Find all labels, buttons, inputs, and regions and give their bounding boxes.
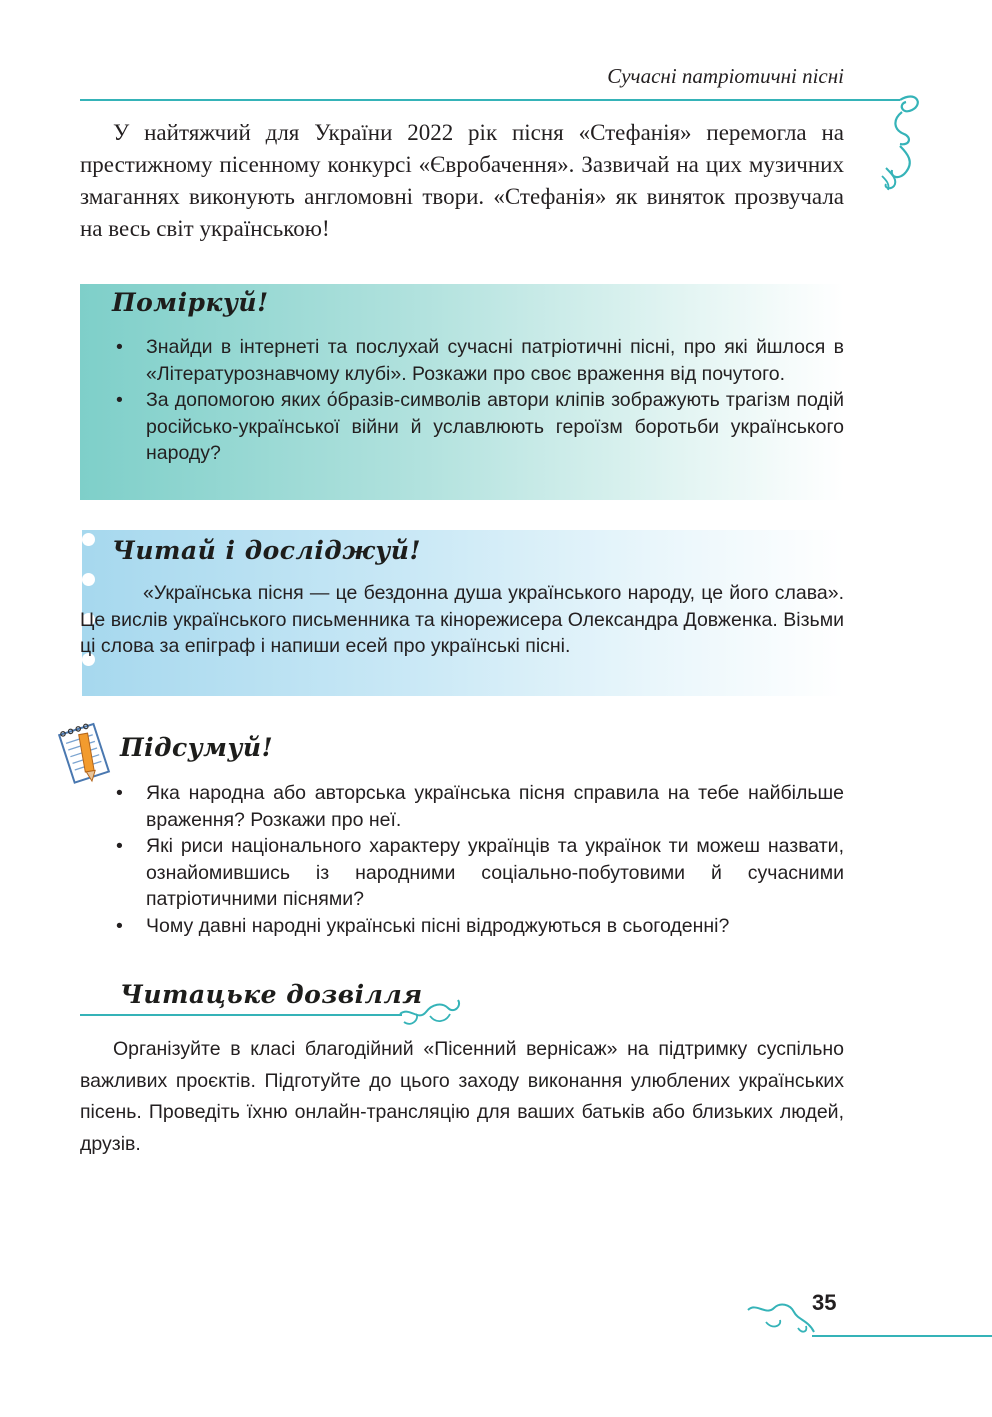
read-text: «Українська пісня — це бездонна душа українського народу, це його слава». Це вислів українського письменника та кінорежисера Олександра Довженка. Візьми ці слова за епіграф і напиши есей про українські пісні. — [80, 582, 844, 657]
list-item: • Які риси національного характеру українців та українок ти можеш назвати, ознайомившись із народними соціально-побутовими й сучасними патріотичними піснями? — [116, 835, 844, 910]
leisure-text: Організуйте в класі благодійний «Пісенний вернісаж» на підтримку суспільно важливих проєктів. Підготуйте до цього заходу виконання улюблених українських пісень. Проведіть їхню онлайн-трансляцію для ваших батьків або близьких людей, друзів. — [80, 1038, 844, 1155]
bullet-icon: • — [116, 336, 123, 358]
bullet-icon: • — [116, 389, 123, 411]
leisure-heading: Читацьке дозвілля — [120, 980, 423, 1009]
bullet-icon: • — [116, 914, 123, 937]
swirl-ornament-icon — [744, 1296, 820, 1340]
bullet-icon: • — [116, 782, 123, 804]
think-heading: Поміркуй! — [112, 288, 269, 317]
swirl-ornament-icon — [872, 90, 932, 200]
think-list — [80, 334, 844, 467]
list-item: • Яка народна або авторська українська пісня справила на тебе найбільше враження? Розкажи про неї. — [116, 782, 844, 831]
header-rule — [80, 99, 900, 101]
page-number: 35 — [812, 1290, 837, 1315]
list-item: • За допомогою яких о́бразів-символів автори кліпів зображують трагізм подій російсько-української війни й уславлюють героїзм боротьби українського народу? — [116, 389, 844, 464]
summary-heading: Підсумуй! — [120, 733, 274, 762]
summary-list — [80, 780, 844, 939]
notepad-pencil-icon — [56, 720, 114, 786]
read-heading: Читай і досліджуй! — [112, 536, 421, 565]
bullet-icon: • — [116, 835, 123, 857]
leisure-rule — [80, 1014, 402, 1016]
running-header: Сучасні патріотичні пісні — [607, 64, 844, 88]
list-item: • Чому давні народні українські пісні відроджуються в сьогоденні? — [80, 913, 844, 940]
binder-hole-icon — [82, 533, 95, 546]
intro-paragraph: У найтяжчий для України 2022 рік пісня «Стефанія» перемогла на престижному пісенному конкурсі «Євробачення». Зазвичай на цих музичних змаганнях виконують англомовні твори. «Стефанія» як виняток прозвучала на весь світ українською! — [80, 120, 844, 241]
swirl-ornament-icon — [396, 996, 468, 1032]
list-item: • Знайди в інтернеті та послухай сучасні патріотичні пісні, про які йшлося в «Літературознавчому клубі». Розкажи про своє враження від почутого. — [116, 336, 844, 385]
footer-rule — [812, 1335, 992, 1337]
